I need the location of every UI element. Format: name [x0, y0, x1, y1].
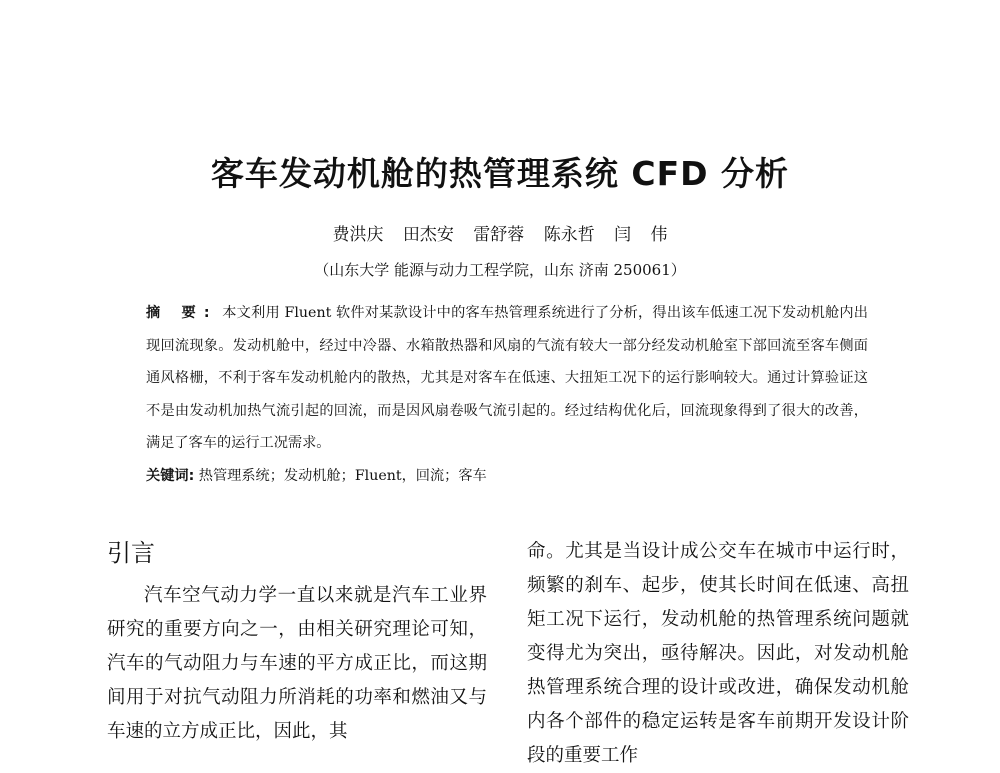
body-column-left [107, 535, 487, 749]
body-paragraph-right: 命。尤其是当设计成公交车在城市中运行时，频繁的刹车、起步，使其长时间在低速、高扭矩工况下运行，发动机舱的热管理系统问题就变得尤为突出，亟待解决。因此，对发动机舱热管理系统合理的设计或改进，确保发动机舱内各个部件的稳定运转是客车前期开发设计阶段的重要工作 [527, 541, 909, 766]
keywords-label: 关键词: [146, 467, 195, 484]
author-list: 费洪庆 田杰安 雷舒蓉 陈永哲 闫 伟 [332, 225, 668, 245]
keywords-text: 热管理系统；发动机舱；Fluent，回流；客车 [198, 467, 487, 484]
abstract-block [146, 297, 868, 492]
keywords-line [146, 460, 868, 493]
paper-title: 客车发动机舱的热管理系统 CFD 分析 [210, 154, 790, 193]
body-column-right [527, 535, 909, 773]
affiliation: （山东大学 能源与动力工程学院，山东 济南 250061） [314, 261, 686, 279]
abstract-label: 摘 要: [146, 305, 218, 321]
body-paragraph-left: 汽车空气动力学一直以来就是汽车工业界研究的重要方向之一，由相关研究理论可知，汽车的气动阻力与车速的平方成正比，而这期间用于对抗气动阻力所消耗的功率和燃油又与车速的立方成正比，因此，其 [107, 585, 487, 742]
section-heading-introduction: 引言 [107, 539, 155, 567]
abstract-text: 本文利用 Fluent 软件对某款设计中的客车热管理系统进行了分析，得出该车低速工况下发动机舱内出现回流现象。发动机舱中，经过中冷器、水箱散热器和风扇的气流有较大一部分经发动机舱室下部回流至客车侧面通风格栅，不利于客车发动机舱内的散热，尤其是对客车在低速、大扭矩工况下的运行影响较大。通过计算验证这不是由发动机加热气流引起的回流，而是因风扇卷吸气流引起的。经过结构优化后，回流现象得到了很大的改善，满足了客车的运行工况需求。 [146, 305, 868, 451]
